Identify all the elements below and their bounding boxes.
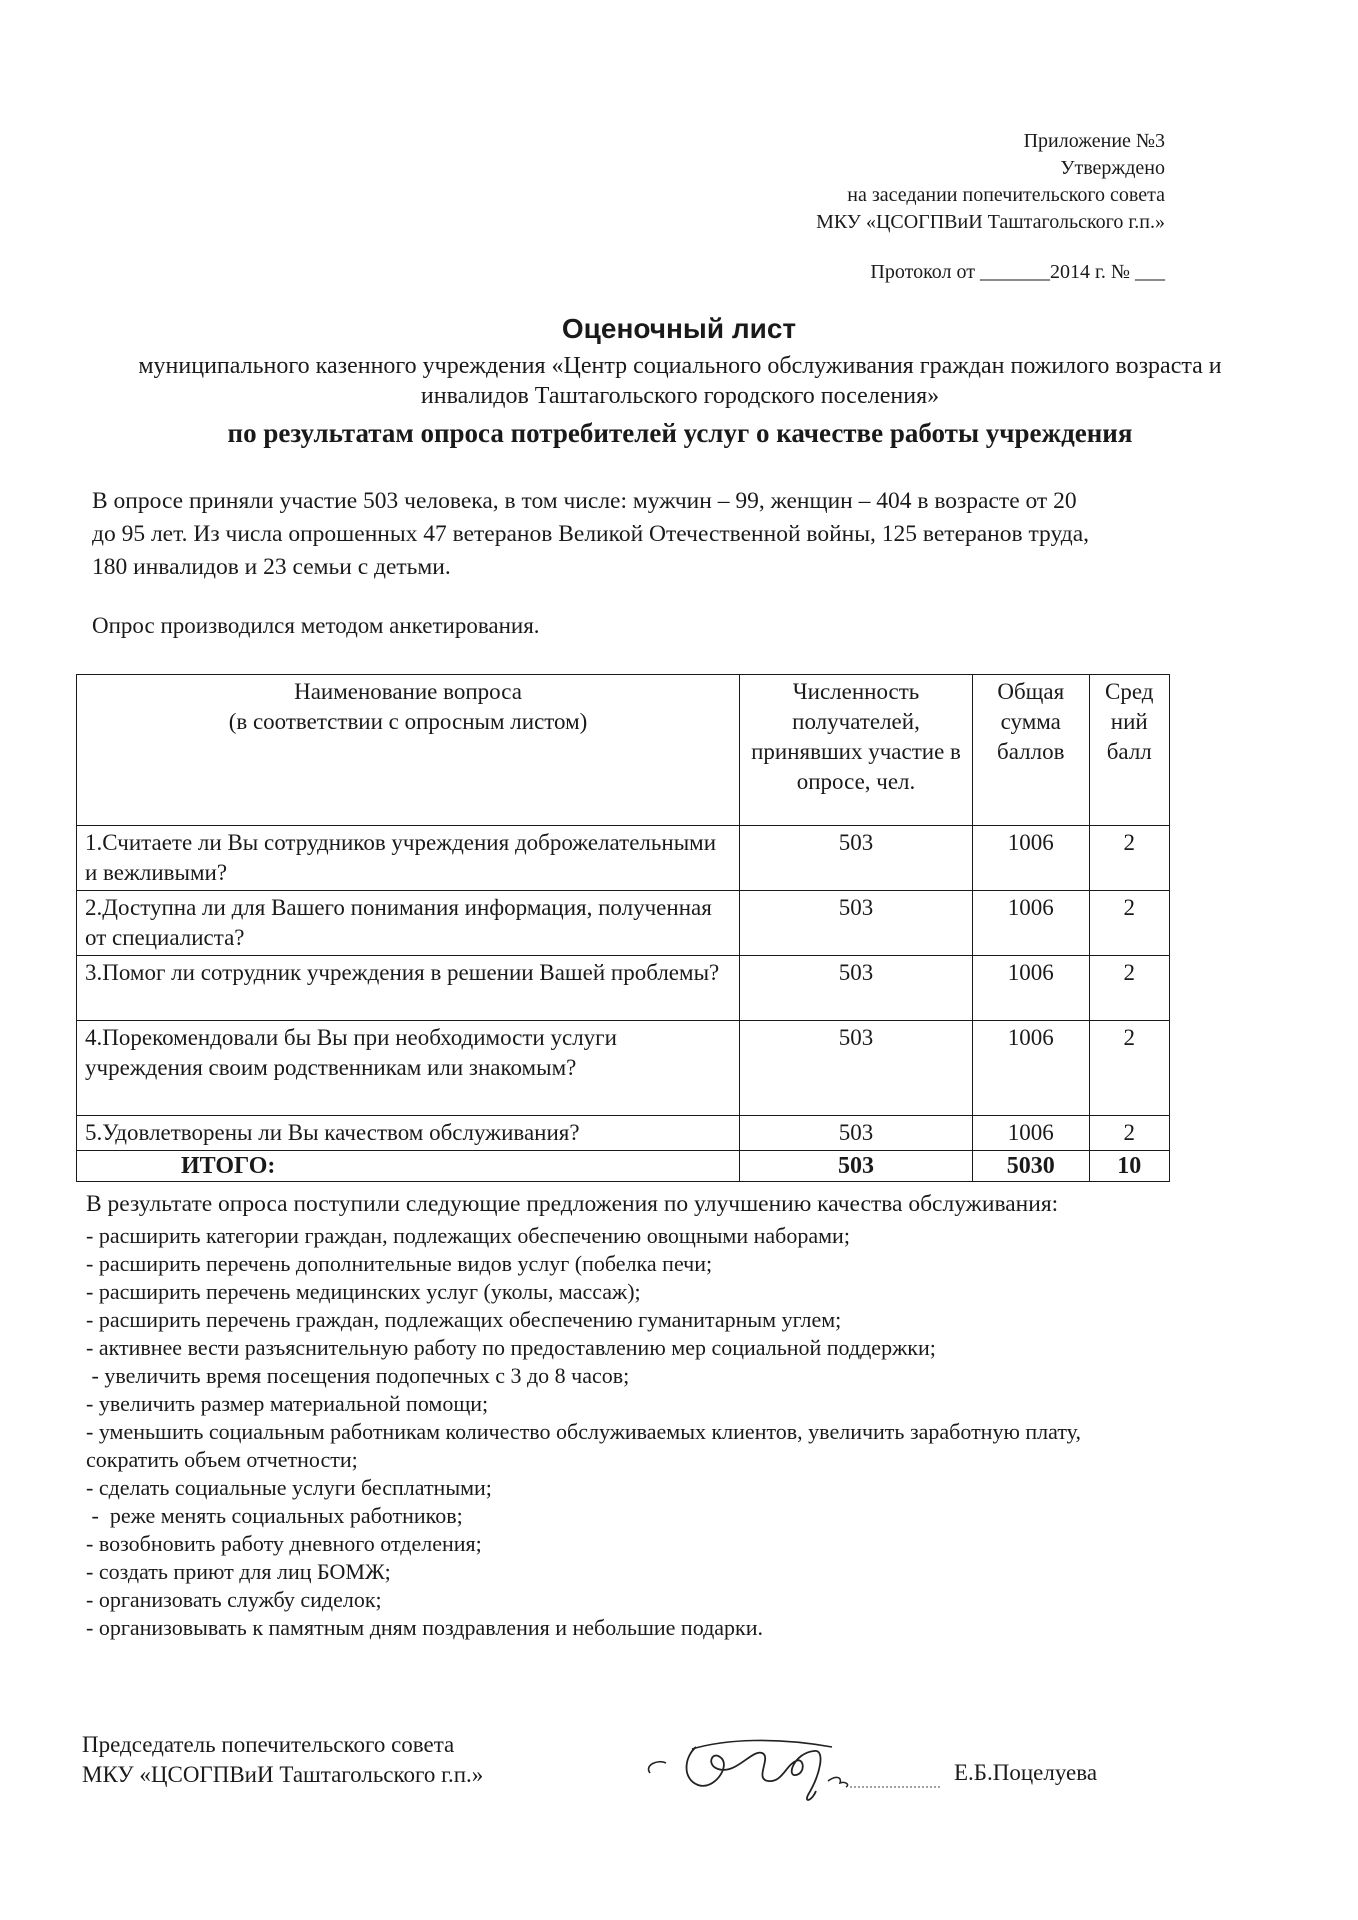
sum-cell: 1006 [973, 891, 1090, 956]
total-average: 10 [1089, 1151, 1170, 1182]
intro-paragraph: В опросе приняли участие 503 человека, в том числе: мужчин – 99, женщин – 404 в возрасте от 20 до 95 лет. Из числа опрошенных 47 ветеранов Великой Отечественной войны, 125 ветеранов труда, 180 инвалидов и 23 семьи с детьми. [92, 488, 1090, 580]
table-row [77, 1116, 1170, 1151]
table-total-row [77, 1151, 1170, 1182]
question-cell: 4.Порекомендовали бы Вы при необходимости услуги учреждения своим родственникам или знакомым? [77, 1021, 740, 1116]
average-cell: 2 [1089, 956, 1170, 1021]
survey-table [76, 674, 1170, 1182]
header-line: МКУ «ЦСОГПВиИ Таштагольского г.п.» [816, 211, 1165, 233]
count-cell: 503 [740, 891, 973, 956]
results-section [86, 1189, 1146, 1642]
sum-cell: 1006 [973, 1116, 1090, 1151]
handwritten-signature [636, 1735, 946, 1805]
count-cell: 503 [740, 1021, 973, 1116]
list-item: - организовывать к памятным дням поздравления и небольшие подарки. [86, 1615, 763, 1640]
list-item: - расширить категории граждан, подлежащих обеспечению овощными наборами; [86, 1223, 850, 1248]
document-title: Оценочный лист [561, 313, 797, 344]
table-row [77, 956, 1170, 1021]
header-sum: Общая сумма баллов [973, 675, 1090, 826]
header-average: Сред ний балл [1089, 675, 1170, 826]
question-cell: 5.Удовлетворены ли Вы качеством обслуживания? [77, 1116, 740, 1151]
header-line: Приложение №3 [1023, 130, 1165, 152]
average-cell: 2 [1089, 1021, 1170, 1116]
position-line: Председатель попечительского совета [82, 1732, 455, 1757]
header-line: на заседании попечительского совета [847, 184, 1165, 206]
list-item: - активнее вести разъяснительную работу по предоставлению мер социальной поддержки; [86, 1335, 936, 1360]
sum-cell: 1006 [973, 956, 1090, 1021]
list-item: - создать приют для лиц БОМЖ; [86, 1559, 391, 1584]
protocol-line: Протокол от _______2014 г. № ___ [870, 261, 1165, 283]
list-item: - сделать социальные услуги бесплатными; [86, 1475, 492, 1500]
approval-header [816, 128, 1165, 236]
list-item: - расширить перечень дополнительные видов услуг (побелка печи; [86, 1251, 713, 1276]
list-item: - реже менять социальных работников; [86, 1503, 463, 1528]
results-lead: В результате опроса поступили следующие предложения по улучшению качества обслуживания: [86, 1191, 1059, 1217]
header-line: Утверждено [1060, 157, 1165, 179]
average-cell: 2 [1089, 1116, 1170, 1151]
institution-name: муниципального казенного учреждения «Центр социального обслуживания граждан пожилого возраста и инвалидов Таштагольского городского поселения» [138, 353, 1222, 409]
list-item: - уменьшить социальным работникам количество обслуживаемых клиентов, увеличить заработную плату, сократить объем отчетности; [86, 1419, 1081, 1472]
header-question: Наименование вопроса (в соответствии с опросным листом) [77, 675, 740, 826]
header-count: Численность получателей, принявших участие в опросе, чел. [740, 675, 973, 826]
table-row [77, 891, 1170, 956]
list-item: - расширить перечень граждан, подлежащих обеспечению гуманитарным углем; [86, 1307, 842, 1332]
list-item: - возобновить работу дневного отделения; [86, 1531, 482, 1556]
average-cell: 2 [1089, 826, 1170, 891]
sum-cell: 1006 [973, 1021, 1090, 1116]
signatory-name: Е.Б.Поцелуева [954, 1760, 1098, 1785]
list-item: - увеличить время посещения подопечных с 3 до 8 часов; [86, 1363, 630, 1388]
list-item: - расширить перечень медицинских услуг (уколы, массаж); [86, 1279, 641, 1304]
sum-cell: 1006 [973, 826, 1090, 891]
average-cell: 2 [1089, 891, 1170, 956]
count-cell: 503 [740, 1116, 973, 1151]
question-cell: 1.Считаете ли Вы сотрудников учреждения доброжелательными и вежливыми? [77, 826, 740, 891]
method-paragraph: Опрос производился методом анкетирования. [92, 613, 540, 638]
question-cell: 2.Доступна ли для Вашего понимания информация, полученная от специалиста? [77, 891, 740, 956]
list-item: - увеличить размер материальной помощи; [86, 1391, 489, 1416]
question-cell: 3.Помог ли сотрудник учреждения в решении Вашей проблемы? [77, 956, 740, 1021]
document-subtitle: по результатам опроса потребителей услуг о качестве работы учреждения [227, 418, 1133, 448]
total-sum: 5030 [973, 1151, 1090, 1182]
proposals-list [86, 1222, 1146, 1642]
total-count: 503 [740, 1151, 973, 1182]
list-item: - организовать службу сиделок; [86, 1587, 382, 1612]
count-cell: 503 [740, 826, 973, 891]
table-row [77, 1021, 1170, 1116]
table-row [77, 826, 1170, 891]
total-label: ИТОГО: [77, 1151, 740, 1182]
table-header-row [77, 675, 1170, 826]
count-cell: 503 [740, 956, 973, 1021]
signatory-position [82, 1730, 483, 1790]
position-line: МКУ «ЦСОГПВиИ Таштагольского г.п.» [82, 1762, 484, 1787]
